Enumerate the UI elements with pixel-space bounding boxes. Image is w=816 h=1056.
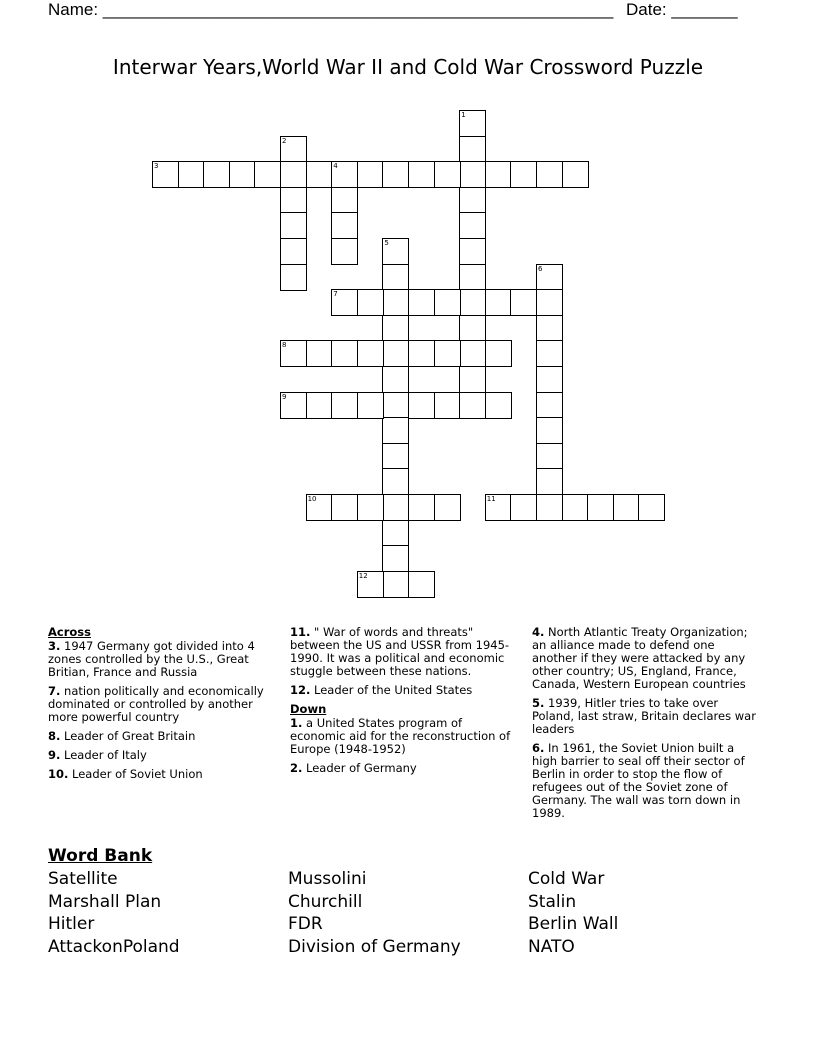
crossword-cell[interactable]: [408, 494, 435, 521]
crossword-cell[interactable]: [382, 468, 409, 495]
crossword-cell[interactable]: [485, 289, 512, 316]
clue-down-2: 2. Leader of Germany: [290, 761, 417, 775]
crossword-cell[interactable]: [280, 264, 307, 291]
crossword-cell[interactable]: [459, 187, 486, 214]
word-bank-item: Mussolini: [288, 869, 367, 889]
crossword-cell[interactable]: [382, 494, 409, 521]
word-bank-column-2: [288, 868, 461, 958]
word-bank-item: AttackonPoland: [48, 936, 180, 957]
crossword-cell[interactable]: [536, 468, 563, 495]
crossword-cell[interactable]: [306, 161, 333, 188]
clue-number: 2: [282, 136, 287, 145]
clues-column-1: [48, 626, 276, 787]
crossword-cell[interactable]: [408, 289, 435, 316]
crossword-cell[interactable]: [587, 494, 614, 521]
word-bank-item: Hitler: [48, 914, 95, 934]
crossword-cell[interactable]: [510, 161, 537, 188]
word-bank-item: FDR: [288, 914, 323, 934]
crossword-cell[interactable]: [152, 161, 179, 188]
crossword-cell[interactable]: [510, 289, 537, 316]
crossword-cell[interactable]: [280, 238, 307, 265]
crossword-cell[interactable]: [382, 417, 409, 444]
crossword-cell[interactable]: [280, 392, 307, 419]
crossword-cell[interactable]: [357, 571, 384, 598]
crossword-cell[interactable]: [382, 289, 409, 316]
clues-column-2: [290, 626, 518, 781]
crossword-cell[interactable]: [382, 315, 409, 342]
crossword-cell[interactable]: [331, 161, 358, 188]
crossword-cell[interactable]: [331, 494, 358, 521]
crossword-cell[interactable]: [485, 161, 512, 188]
crossword-cell[interactable]: [434, 392, 461, 419]
crossword-cell[interactable]: [382, 264, 409, 291]
clue-number: 4: [333, 162, 338, 171]
crossword-cell[interactable]: [306, 392, 333, 419]
crossword-cell[interactable]: [485, 340, 512, 367]
crossword-cell[interactable]: [408, 392, 435, 419]
clue-number: 8: [282, 341, 287, 350]
crossword-cell[interactable]: [459, 392, 486, 419]
crossword-cell[interactable]: [382, 238, 409, 265]
crossword-cell[interactable]: [203, 161, 230, 188]
crossword-cell[interactable]: [434, 340, 461, 367]
crossword-cell[interactable]: [408, 571, 435, 598]
crossword-cell[interactable]: [382, 520, 409, 547]
crossword-cell[interactable]: [536, 315, 563, 342]
crossword-cell[interactable]: [331, 289, 358, 316]
clue-across-11: 11. " War of words and threats" between the US and USSR from 1945-1990. It was a political and economic stuggle between these nations.: [290, 625, 510, 678]
clue-number: 1: [461, 111, 466, 119]
crossword-cell[interactable]: [331, 238, 358, 265]
clue-number: 7: [333, 290, 338, 299]
clue-down-1: 1. a United States program of economic aid for the reconstruction of Europe (1948-1952): [290, 716, 511, 756]
crossword-cell[interactable]: [459, 315, 486, 342]
crossword-cell[interactable]: [536, 340, 563, 367]
word-bank-item: Churchill: [288, 891, 363, 912]
crossword-cell[interactable]: [562, 494, 589, 521]
crossword-cell[interactable]: [280, 161, 307, 188]
date-field[interactable]: Date: _______: [626, 0, 738, 19]
word-bank-item: Division of Germany: [288, 936, 461, 957]
crossword-cell[interactable]: [434, 289, 461, 316]
word-bank-item: Satellite: [48, 869, 118, 889]
crossword-cell[interactable]: [408, 340, 435, 367]
crossword-cell[interactable]: [357, 340, 384, 367]
word-bank-item: NATO: [528, 936, 575, 957]
crossword-cell[interactable]: [459, 136, 486, 163]
clue-number: 9: [282, 392, 287, 401]
crossword-cell[interactable]: [459, 340, 486, 367]
clue-across-10: 10. Leader of Soviet Union: [48, 767, 203, 781]
crossword-cell[interactable]: [408, 161, 435, 188]
crossword-cell[interactable]: [382, 366, 409, 393]
clue-across-8: 8. Leader of Great Britain: [48, 729, 196, 743]
crossword-cell[interactable]: [382, 571, 409, 598]
across-heading: Across: [48, 625, 91, 639]
crossword-cell[interactable]: [562, 161, 589, 188]
clue-number: 11: [486, 495, 496, 503]
clue-down-5: 5. 1939, Hitler tries to take over Poland, last straw, Britain declares war leaders: [532, 696, 756, 736]
word-bank-title: Word Bank: [48, 846, 153, 866]
clues-column-3: [532, 626, 760, 826]
crossword-cell[interactable]: [331, 187, 358, 214]
crossword-cell[interactable]: [536, 161, 563, 188]
crossword-cell[interactable]: [434, 161, 461, 188]
crossword-cell[interactable]: [382, 340, 409, 367]
word-bank-column-1: [48, 868, 180, 958]
crossword-cell[interactable]: [459, 289, 486, 316]
crossword-cell[interactable]: [510, 494, 537, 521]
crossword-cell[interactable]: [306, 494, 333, 521]
crossword-cell[interactable]: [459, 110, 486, 137]
clue-number: 5: [384, 239, 389, 247]
crossword-cell[interactable]: [331, 340, 358, 367]
word-bank-item: Cold War: [528, 869, 605, 889]
crossword-cell[interactable]: [536, 494, 563, 521]
crossword-cell[interactable]: [459, 212, 486, 239]
crossword-cell[interactable]: [382, 392, 409, 419]
crossword-cell[interactable]: [459, 238, 486, 265]
page-title: Interwar Years,World War II and Cold War Crossword Puzzle: [112, 55, 704, 79]
crossword-cell[interactable]: [331, 392, 358, 419]
crossword-cell[interactable]: [280, 340, 307, 367]
crossword-cell[interactable]: [536, 417, 563, 444]
crossword-cell[interactable]: [536, 264, 563, 291]
crossword-cell[interactable]: [382, 545, 409, 572]
clue-across-3: 3. 1947 Germany got divided into 4 zones controlled by the U.S., Great Britian, France and Russia: [48, 639, 255, 679]
crossword-cell[interactable]: [459, 161, 486, 188]
crossword-cell[interactable]: [613, 494, 640, 521]
crossword-cell[interactable]: [485, 494, 512, 521]
crossword-cell[interactable]: [382, 161, 409, 188]
clue-number: 3: [154, 162, 159, 171]
clue-across-7: 7. nation politically and economically dominated or controlled by another more powerful country: [48, 684, 264, 724]
clue-number: 6: [538, 264, 543, 273]
clue-down-6: 6. In 1961, the Soviet Union built a high barrier to seal off their sector of Berlin in order to stop the flow of refugees out of the Soviet zone of Germany. The wall was torn down in 1989.: [532, 741, 745, 820]
crossword-cell[interactable]: [280, 212, 307, 239]
clue-across-12: 12. Leader of the United States: [290, 683, 473, 697]
crossword-cell[interactable]: [280, 187, 307, 214]
crossword-cell[interactable]: [306, 340, 333, 367]
crossword-cell[interactable]: [357, 392, 384, 419]
clue-down-4: 4. North Atlantic Treaty Organization; an alliance made to defend one another if they were attacked by any other country; US, England, France, Canada, Western European countries: [532, 625, 748, 691]
crossword-cell[interactable]: [536, 443, 563, 470]
crossword-cell[interactable]: [382, 443, 409, 470]
word-bank-item: Marshall Plan: [48, 891, 162, 912]
crossword-cell[interactable]: [536, 289, 563, 316]
crossword-cell[interactable]: [536, 366, 563, 393]
crossword-cell[interactable]: [536, 392, 563, 419]
crossword-cell[interactable]: [485, 392, 512, 419]
crossword-cell[interactable]: [638, 494, 665, 521]
crossword-cell[interactable]: [357, 289, 384, 316]
clue-number: 10: [307, 495, 317, 503]
name-field[interactable]: Name: ______________________________________________________: [48, 0, 614, 19]
clue-across-9: 9. Leader of Italy: [48, 748, 147, 762]
crossword-cell[interactable]: [331, 212, 358, 239]
crossword-cell[interactable]: [254, 161, 281, 188]
crossword-cell[interactable]: [357, 161, 384, 188]
clue-number: 12: [358, 571, 368, 580]
crossword-cell[interactable]: [459, 366, 486, 393]
word-bank-item: Berlin Wall: [528, 914, 619, 934]
word-bank-column-3: [528, 868, 618, 958]
down-heading: Down: [290, 702, 327, 716]
crossword-cell[interactable]: [280, 136, 307, 163]
crossword-cell[interactable]: [178, 161, 205, 188]
word-bank-item: Stalin: [528, 891, 577, 912]
crossword-cell[interactable]: [357, 494, 384, 521]
crossword-cell[interactable]: [459, 264, 486, 291]
crossword-cell[interactable]: [434, 494, 461, 521]
crossword-cell[interactable]: [229, 161, 256, 188]
